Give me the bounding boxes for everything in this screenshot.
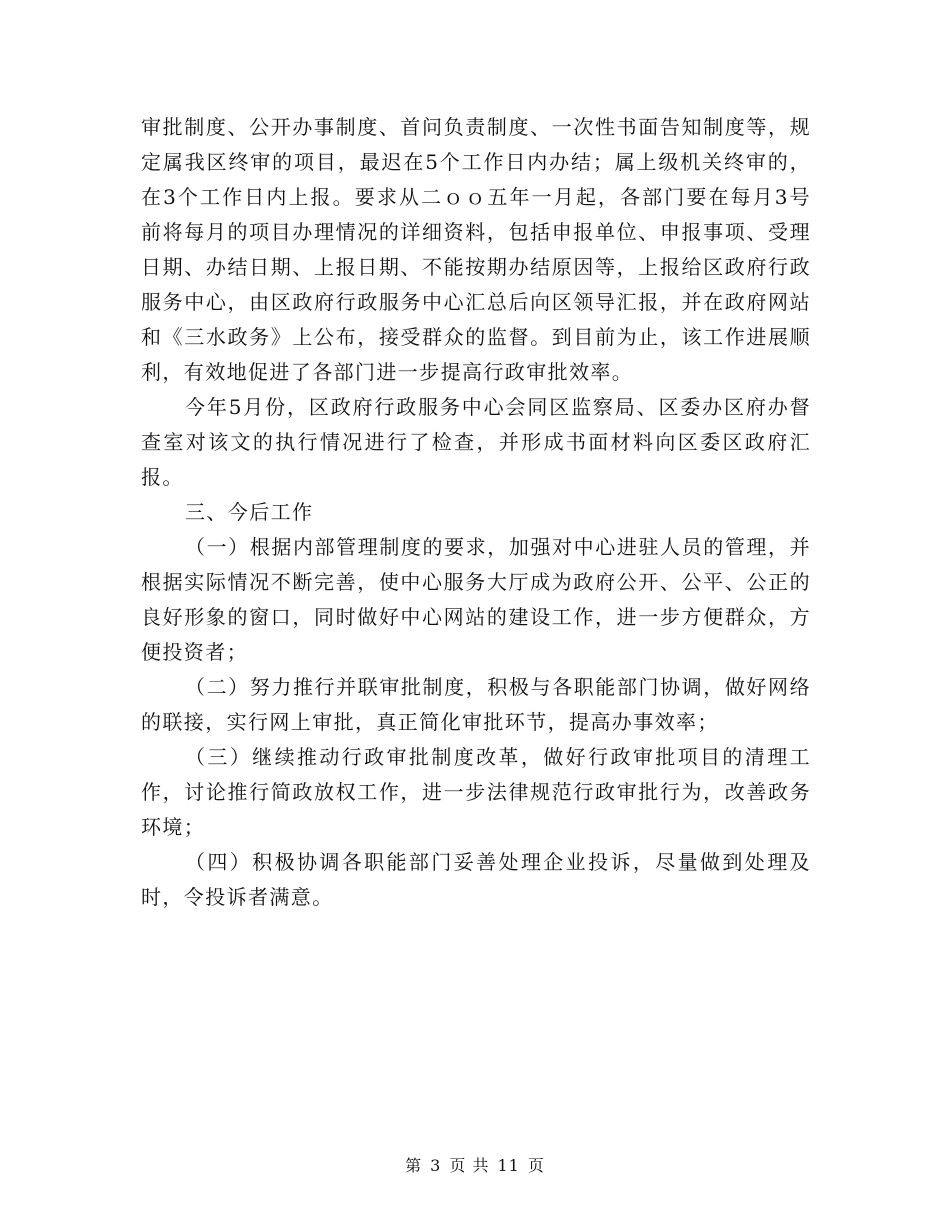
footer-current-page: 3 xyxy=(430,1156,442,1175)
list-item-4: （四）积极协调各职能部门妥善处理企业投诉，尽量做到处理及时，令投诉者满意。 xyxy=(141,850,811,909)
section-heading-future-work: 三、今后工作 xyxy=(185,500,314,524)
footer-suffix: 页 xyxy=(527,1156,545,1175)
list-item-1: （一）根据内部管理制度的要求，加强对中心进驻人员的管理，并根据实际情况不断完善，使中心服务大厅成为政府公开、公平、公正的良好形象的窗口，同时做好中心网站的建设工作，进一步方便群众，方便投资者； xyxy=(141,535,811,664)
list-item-2: （二）努力推行并联审批制度，积极与各职能部门协调，做好网络的联接，实行网上审批，真正简化审批环节，提高办事效率； xyxy=(141,675,811,734)
list-item-3: （三）继续推动行政审批制度改革，做好行政审批项目的清理工作，讨论推行简政放权工作，进一步法律规范行政审批行为，改善政务环境； xyxy=(141,745,811,839)
paragraph-continuation: 审批制度、公开办事制度、首问负责制度、一次性书面告知制度等，规定属我区终审的项目，最迟在5个工作日内办结；属上级机关终审的，在3个工作日内上报。要求从二ｏｏ五年一月起，各部门要在每月3号前将每月的项目办理情况的详细资料，包括申报单位、申报事项、受理日期、办结日期、上报日期、不能按期办结原因等，上报给区政府行政服务中心，由区政府行政服务中心汇总后向区领导汇报，并在政府网站和《三水政务》上公布，接受群众的监督。到目前为止，该工作进展顺利，有效地促进了各部门进一步提高行政审批效率。 xyxy=(141,115,811,384)
footer-middle: 页 共 xyxy=(449,1156,490,1175)
footer-prefix: 第 xyxy=(405,1156,423,1175)
paragraph-inspection: 今年5月份，区政府行政服务中心会同区监察局、区委办区府办督查室对该文的执行情况进行了检查，并形成书面材料向区委区政府汇报。 xyxy=(141,395,811,489)
document-body xyxy=(141,110,811,915)
page-footer xyxy=(0,1153,950,1176)
footer-total-pages: 11 xyxy=(497,1156,520,1175)
